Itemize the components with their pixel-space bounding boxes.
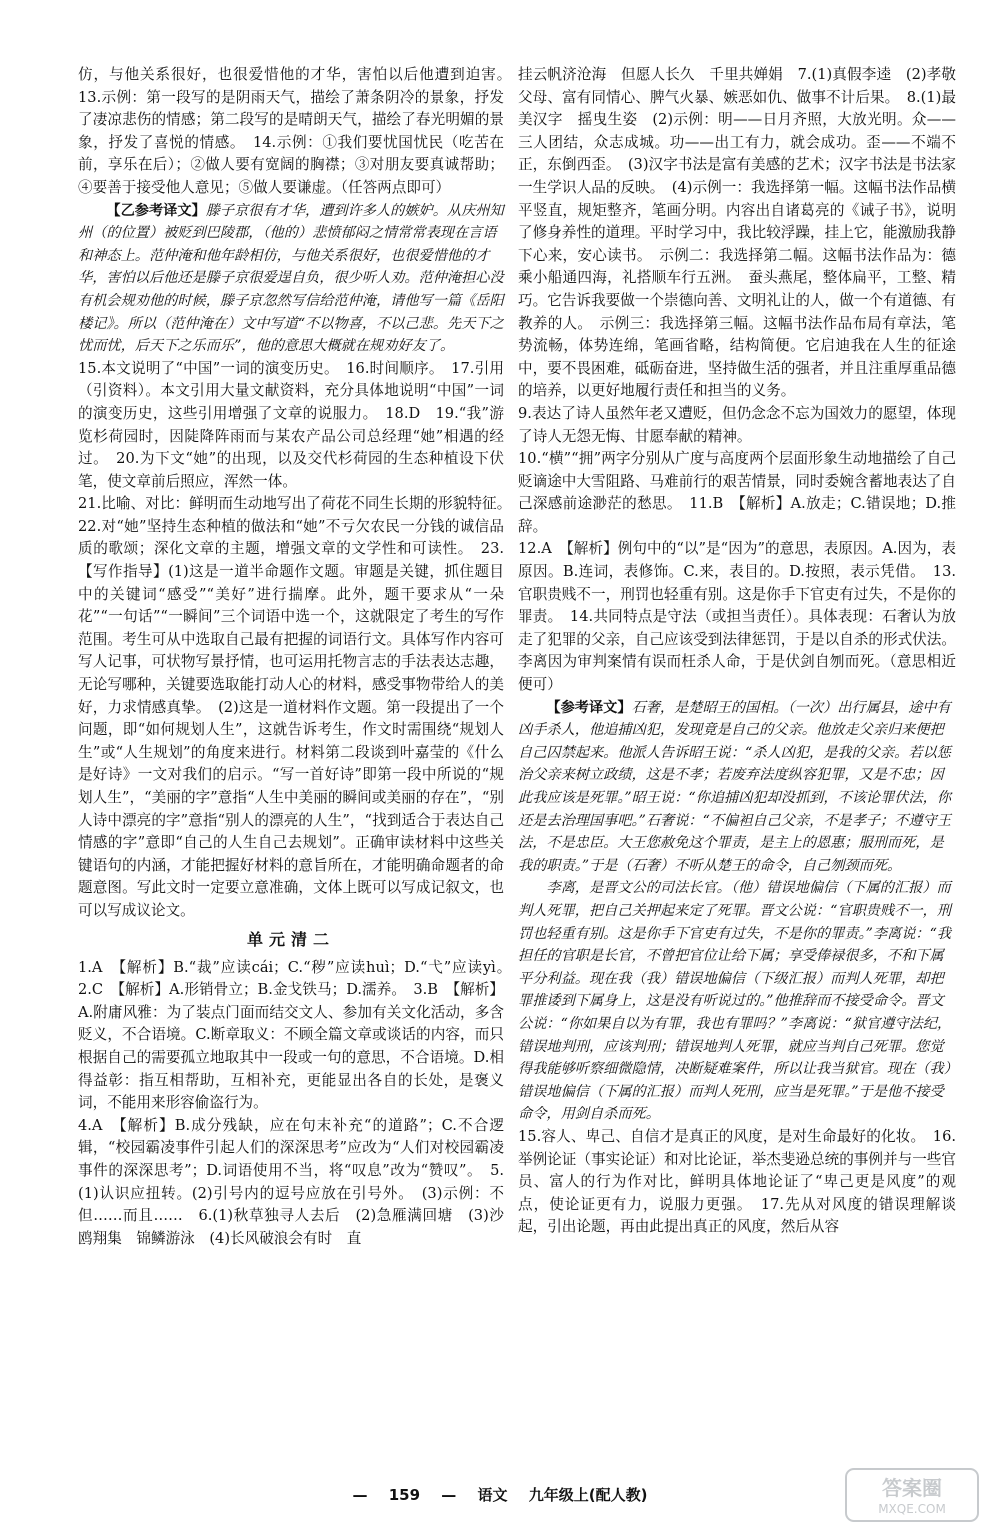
answer-block-15-20: 15.本文说明了“中国”一词的演变历史。 16.时间顺序。 17.引用（引资料）。本文引用大量文献资料，充分具体地说明“中国”一词的演变历史，这些引用增强了文章的说服力。 18.D 19.“我”游览杉荷园时，因陡降阵雨而与某农产品公司总经理“她”相遇的经过。 20.为下文“她”的出现，以及交代杉荷园的生态种植设下伏笔，使文章前后照应，浑然一体。 — [78, 359, 504, 490]
answer-block-6-8: 挂云帆济沧海 但愿人长久 千里共婵娟 7.(1)真假李逵 (2)孝敬父母、富有同情心、脾气火暴、嫉恶如仇、做事不计后果。 8.(1)最美汉字 摇曳生姿 (2)示例：明——日月齐照，大放光明。众——三人团结，众志成城。功——出工有力，就会成功。歪——不端不正，东倒西歪。 (3)汉字书法是富有美感的艺术；汉字书法是书法家一生学识人品的反映。 (4)示例一：我选择第一幅。这幅书法作品横平竖直，规矩整齐，笔画分明。内容出自诸葛亮的《诫子书》，说明了修身养性的道理。平时学习中，我比较浮躁，挂上它，能激励我静下心来，安心读书。 示例二：我选择第二幅。这幅书法作品为：德乘小船通四海，礼搭顺车行五洲。 蚕头燕尾，整体扁平，工整、精巧。它告诉我要做一个崇德向善、文明礼让的人，做一个有道德、有教养的人。 示例三：我选择第三幅。这幅书法作品布局有章法，笔势流畅，体势连绵，笔画省略，结构简便。它启迪我在人生的征途中，要不畏困难，砥砺奋进，坚持做生活的强者，并且注重厚重品德的培养，以更好地履行责任和担当的义务。 — [518, 66, 956, 400]
footer-subject: 语文 — [477, 1486, 508, 1504]
two-column-body — [78, 64, 956, 1250]
translation-b-text: 滕子京很有才华，遭到许多人的嫉妒。从庆州知州（的位置）被贬到巴陵郡，（他的）悲愤郁闷之情常常表现在言语和神态上。范仲淹和他年龄相仿，与他关系很好，也很爱惜他的才华，害怕以后他还是滕子京很爱逞自负，很少听人劝。范仲淹担心没有机会规劝他的时候，滕子京忽然写信给范仲淹，请他写一篇《岳阳楼记》。所以（范仲淹在）文中写道“不以物喜，不以己悲。先天下之忧而忧，后天下之乐而乐”，他的意思大概就在规劝好友了。 — [78, 202, 504, 355]
answer-block-1-3: 1.A 【解析】B.“裁”应读cái；C.“秽”应读huì；D.“弋”应读yì。 2.C 【解析】A.形销骨立；B.金戈铁马；D.濡养。 3.B 【解析】A.附庸风雅：为了装点门面而结交文人、参加有关文化活动，多含贬义，不合语境。C.断章取义：不顾全篇文章或谈话的内容，而只根据自己的需要孤立地取其中一段或一句的意思，不合语境。D.相得益彰：指互相帮助，互相补充，更能显出各自的长处，是褒义词，不能用来形容偷盗行为。 — [78, 958, 519, 1112]
translation-main-2: 李离，是晋文公的司法长官。（他）错误地偏信（下属的汇报）而判人死罪，把自己关押起来定了死罪。晋文公说：“官职贵贱不一，刑罚也轻重有别。这是你手下官吏有过失，不是你的罪责。”李离说：“我担任的官职是长官，不曾把官位让给下属；享受俸禄很多，不和下属平分利益。现在我（我）错误地偏信（下级汇报）而判人死罪，却把罪推诿到下属身上，这是没有听说过的。”他推辞而不接受命令。晋文公说：“你如果自以为有罪，我也有罪吗？”李离说：“狱官遵守法纪，错误地判刑，应该判刑；错误地判人死罪，就应当判自己死罪。您觉得我能够听察细微隐情，决断疑难案件，所以让我当狱官。现在（我）错误地偏信（下属的汇报）而判人死刑，应当是死罪。”于是他不接受命令，用剑自杀而死。 — [518, 880, 952, 1123]
section-title: 单元清二 — [246, 929, 335, 949]
answer-block-4-6: 4.A 【解析】B.成分残缺，应在句末补充“的道路”；C.不合逻辑，“校园霸凌事件引起人们的深深思考”应改为“人们对校园霸凌事件的深深思考”；D.词语使用不当，将“叹息”改为“赞叹”。 5.(1)认识应扭转。(2)引号内的逗号应放在引号外。 (3)示例：不但……而且…… 6.(1)秋草独寻人去后 (2)急雁满回塘 (3)沙鸥翔集 锦鳞游泳 (4)长风破浪会有时 直 — [78, 1116, 504, 1247]
answer-block-12-14: 12.A 【解析】例句中的“以”是“因为”的意思，表原因。A.因为，表原因。B.连词，表修饰。C.来，表目的。D.按照，表示凭借。 13.官职贵贱不一，刑罚也轻重有别。这是你手下官吏有过失，不是你的罪责。 14.共同特点是守法（或担当责任）。具体表现：石奢认为放走了犯罪的父亲，自己应该受到法律惩罚，于是以自杀的形式伏法。李离因为审判案情有误而枉杀人命，于是伏剑自刎而死。（意思相近便可） — [518, 540, 956, 694]
right-column — [518, 64, 956, 1250]
svg-text:MXQE.COM: MXQE.COM — [878, 1502, 946, 1516]
svg-text:答案圈: 答案圈 — [882, 1476, 942, 1500]
translation-b-tag: 【乙参考译文】 — [106, 202, 206, 219]
answer-block-9: 9.表达了诗人虽然年老又遭贬，但仍念念不忘为国效力的愿望，体现了诗人无怨无悔、甘愿奉献的精神。 — [518, 404, 956, 445]
translation-main — [518, 697, 956, 878]
watermark-logo — [842, 1465, 982, 1525]
translation-b — [78, 200, 504, 358]
footer-dash-left: — — [352, 1486, 368, 1504]
footer-dash-right: — — [441, 1486, 457, 1504]
answer-block-10-11: 10.“横”“拥”两字分别从广度与高度两个层面形象生动地描绘了自己贬谪途中大雪阻路、马难前行的艰苦情景，同时委婉含蓄地表达了自己深感前途渺茫的愁思。 11.B 【解析】A.放走；C.错误地；D.推辞。 — [518, 450, 956, 535]
watermark-logo-icon — [842, 1465, 982, 1525]
page-number: 159 — [388, 1486, 421, 1504]
footer-grade: 九年级上(配人教) — [528, 1486, 648, 1504]
answer-block-15-17: 15.容人、卑己、自信才是真正的风度，是对生命最好的化妆。 16.举例论证（事实论证）和对比论证，举杰斐逊总统的事例并与一些官员、富人的行为作对比，鲜明具体地论证了“卑己更是风度”的观点，使论证更有力，说服力更强。 17.先从对风度的错误理解谈起，引出论题，再由此提出真正的风度，然后从容 — [518, 1127, 956, 1236]
answer-block-13-14: 仿，与他关系很好，也很爱惜他的才华，害怕以后他遭到迫害。 13.示例：第一段写的是阴雨天气，描绘了萧条阴冷的景象，抒发了凄凉悲伤的情感；第二段写的是晴朗天气，描绘了春光明媚的景象，抒发了喜悦的情感。 14.示例：①我们要忧国忧民（吃苦在前，享乐在后）；②做人要有宽阔的胸襟；③对朋友要真诚帮助；④要善于接受他人意见；⑤做人要谦虚。（任答两点即可） — [78, 66, 519, 196]
translation-main-text: 石奢，是楚昭王的国相。（一次）出行属县，途中有凶手杀人，他追捕凶犯，发现竟是自己的父亲。他放走父亲归来便把自己囚禁起来。他派人告诉昭王说：“杀人凶犯，是我的父亲。若以惩治父亲来树立政绩，这是不孝；若废弃法度纵容犯罪，又是不忠；因此我应该是死罪。”昭王说：“你追捕凶犯却没抓到，不该论罪伏法，你还是去治理国事吧。”石奢说：“不偏袒自己父亲，不是孝子；不遵守王法，不是忠臣。大王您赦免这个罪责，是主上的恩惠；服刑而死，是我的职责。”于是（石奢）不听从楚王的命令，自己刎颈而死。 — [518, 699, 952, 874]
left-column — [78, 64, 519, 1250]
answer-block-21-23: 21.比喻、对比：鲜明而生动地写出了荷花不同生长期的形貌特征。 22.对“她”坚持生态种植的做法和“她”不亏欠农民一分钱的诚信品质的歌颂；深化文章的主题，增强文章的文学性和可读性。 23.【写作指导】(1)这是一道半命题作文题。审题是关键，抓住题目中的关键词“感受”“美好”进行揣摩。此外，题干要求从“一朵花”“一句话”“一瞬间”三个词语中选一个，这就限定了考生的写作范围。考生可从中选取自己最有把握的词语行文。具体写作内容可写人记事，可状物写景抒情，也可运用托物言志的手法表达志趣，无论写哪种，关键要选取能打动人心的材料，感受事物带给人的美好，力求情感真挚。 (2)这是一道材料作文题。第一段提出了一个问题，即“如何规划人生”，这就告诉考生，作文时需围绕“规划人生”或“人生规划”的角度来进行。材料第二段谈到叶嘉莹的《什么是好诗》一文对我们的启示。“写一首好诗”即第一段中所说的“规划人生”，“美丽的字”意指“人生中美丽的瞬间或美丽的存在”，“别人诗中漂亮的字”意指“别人的漂亮的人生”，“找到适合于表达自己情感的字”意即“自己的人生自己去规划”。正确审读材料中这些关键语句的内涵，才能把握好材料的意旨所在，才能明确命题者的命题意图。写此文时一定要立意准确，文体上既可以写成记叙文，也可以写成议论文。 — [78, 495, 519, 919]
translation-main-tag: 【参考译文】 — [546, 699, 632, 716]
